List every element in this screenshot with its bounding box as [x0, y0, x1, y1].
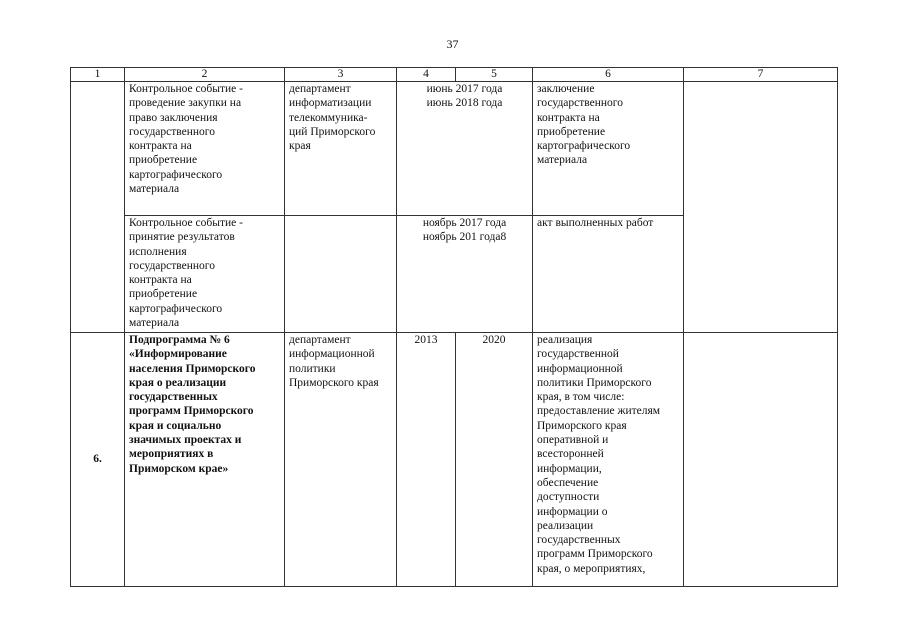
table-row: [71, 333, 838, 587]
row-number-cell: [71, 216, 125, 333]
result-cell: реализация государственной информационной политики Приморского края, в том числе: предоставление жителям Приморского края оперативной и всесторонней информации, обеспечение доступности информации о реализации государственных программ Приморского края, о мероприятиях,: [533, 333, 684, 587]
date-start: июнь 2017 года: [426, 83, 503, 95]
executor-cell: департамент информационной политики Приморского края: [285, 333, 397, 587]
header-col-7: 7: [684, 68, 838, 82]
event-cell: Контрольное событие - принятие результатов исполнения государственного контракта на приобретение картографического материала: [125, 216, 285, 333]
date-start: ноябрь 2017 года: [422, 217, 507, 229]
col7-cell: [684, 333, 838, 587]
header-col-1: 1: [71, 68, 125, 82]
result-cell: акт выполненных работ: [533, 216, 684, 333]
date-end: ноябрь 201 года8: [422, 231, 507, 244]
event-cell: Контрольное событие - проведение закупки на право заключения государственного контракта на приобретение картографического материала: [125, 82, 285, 216]
table-row: [71, 216, 838, 333]
executor-cell: [285, 216, 397, 333]
end-year-cell: 2020: [456, 333, 533, 587]
header-col-2: 2: [125, 68, 285, 82]
dates-cell: [397, 216, 533, 333]
dates-cell: [397, 82, 533, 216]
table-header-row: [71, 68, 838, 82]
subprogram-title-cell: Подпрограмма № 6 «Информирование населения Приморского края о реализации государственных программ Приморского края и социально значимых проектах и мероприятиях в Приморском крае»: [125, 333, 285, 587]
col7-cell: [684, 82, 838, 216]
table-row: [71, 82, 838, 216]
page-number: 37: [446, 37, 459, 51]
program-table: [70, 67, 838, 587]
header-col-3: 3: [285, 68, 397, 82]
header-col-6: 6: [533, 68, 684, 82]
date-end: июнь 2018 года: [426, 97, 503, 110]
start-year-cell: 2013: [397, 333, 456, 587]
result-cell: заключение государственного контракта на приобретение картографического материала: [533, 82, 684, 216]
executor-cell: департамент информатизации телекоммуника- ций Приморского края: [285, 82, 397, 216]
header-col-4: 4: [397, 68, 456, 82]
row-number-cell: 6.: [71, 333, 125, 587]
col7-cell: [684, 216, 838, 333]
header-col-5: 5: [456, 68, 533, 82]
row-number-cell: [71, 82, 125, 216]
